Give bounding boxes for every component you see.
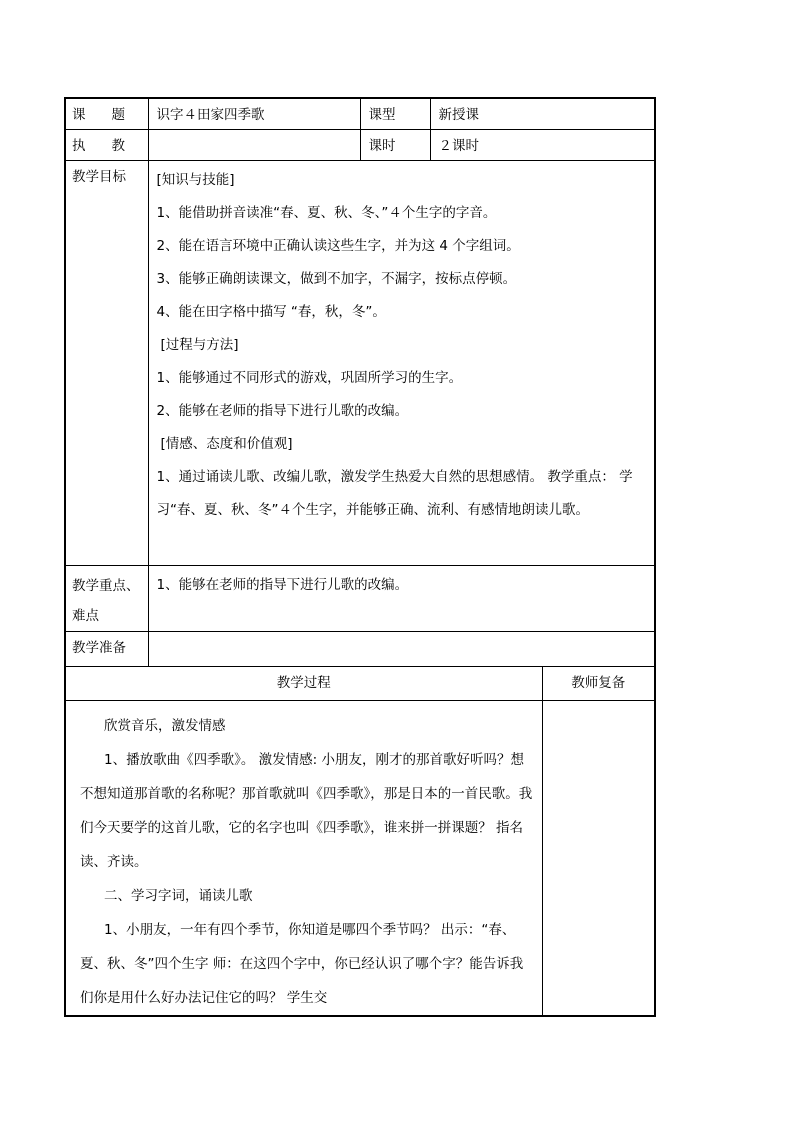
type-label-cell — [360, 98, 430, 129]
teacher-value — [149, 130, 360, 135]
teacher-value-cell — [148, 129, 360, 160]
objective-section-emotion: [情感、态度和价值观] — [160, 435, 293, 452]
objective-section-process: [过程与方法] — [160, 336, 239, 353]
key-points-row — [65, 565, 655, 631]
teacher-label-a: 执 — [72, 137, 86, 154]
objective-section-knowledge: [知识与技能] — [156, 171, 235, 188]
objective-item: 2、能够在老师的指导下进行儿歌的改编。 — [156, 402, 409, 419]
process-paragraph: 1、小朋友，一年有四个季节，你知道是哪四个季节吗？ 出示：“春、夏、秋、冬”四个生字 师：在这四个字中，你已经认识了哪个字？能告诉我们你是用什么好办法记住它的吗？ 学生交 — [80, 921, 524, 1006]
process-body-cell — [65, 700, 542, 1016]
topic-label-b: 题 — [111, 107, 125, 123]
objective-item: 4、能在田字格中描写 “春，秋，冬”。 — [156, 303, 386, 320]
hours-value: ２课时 — [438, 137, 479, 154]
objectives-label: 教学目标 — [72, 168, 126, 185]
key-points-content-cell — [148, 565, 655, 631]
objectives-row — [65, 160, 655, 565]
type-label: 课型 — [368, 107, 396, 123]
type-value: 新授课 — [438, 107, 479, 123]
topic-label-a: 课 — [72, 107, 86, 123]
type-value-cell — [430, 98, 655, 129]
hours-label-cell — [360, 129, 430, 160]
topic-value: 识字４田家四季歌 — [156, 107, 265, 123]
teacher-label-b: 教 — [111, 137, 125, 154]
objectives-label-cell — [65, 160, 148, 565]
objective-item: 1、能借助拼音读准“春、夏、秋、冬、”４个生字的字音。 — [156, 204, 497, 221]
preparation-content-cell — [148, 631, 655, 666]
teacher-label-cell — [65, 129, 148, 160]
process-section-intro: 欣赏音乐，激发情感 — [104, 717, 226, 734]
hours-label: 课时 — [368, 137, 396, 154]
key-points-value: 1、能够在老师的指导下进行儿歌的改编。 — [156, 576, 409, 593]
teacher-row — [65, 129, 655, 160]
process-header-cell — [65, 666, 542, 700]
topic-label-cell — [65, 98, 148, 129]
preparation-value — [149, 632, 655, 637]
process-label: 教学过程 — [276, 674, 331, 691]
topic-row — [65, 98, 655, 129]
objective-item: 2、能在语言环境中正确认读这些生字，并为这 4 个字组词。 — [156, 237, 520, 254]
objective-item: 1、能够通过不同形式的游戏，巩固所学习的生字。 — [156, 369, 463, 386]
key-points-label: 教学重点、难点 — [72, 577, 140, 624]
lesson-plan-table — [64, 97, 656, 1017]
key-points-label-cell — [65, 565, 148, 631]
preparation-label: 教学准备 — [72, 639, 126, 656]
objective-item: 3、能够正确朗读课文，做到不加字，不漏字，按标点停顿。 — [156, 270, 517, 287]
process-section-words: 二、学习字词，诵读儿歌 — [104, 887, 253, 904]
process-paragraph: 1、播放歌曲《四季歌》。 激发情感: 小朋友，刚才的那首歌好听吗？想不想知道那首歌的名称呢？那首歌就叫《四季歌》，那是日本的一首民歌。我们今天要学的这首儿歌，它的名字也叫《四季歌》，谁来拼一拼课题？ 指名读、齐读。 — [80, 751, 533, 870]
notes-body-cell — [542, 700, 655, 1016]
hours-value-cell — [430, 129, 655, 160]
objectives-content-cell — [148, 160, 655, 565]
process-body-row — [65, 700, 655, 1016]
notes-header-cell — [542, 666, 655, 700]
process-header-row — [65, 666, 655, 700]
preparation-label-cell — [65, 631, 148, 666]
preparation-row — [65, 631, 655, 666]
notes-label: 教师复备 — [571, 674, 626, 691]
objective-emotion-paragraph: 1、通过诵读儿歌、改编儿歌，激发学生热爱大自然的思想感情。 教学重点： 学习“春、夏、秋、冬”４个生字，并能够正确、流利、有感情地朗读儿歌。 — [156, 468, 633, 518]
topic-value-cell — [148, 98, 360, 129]
